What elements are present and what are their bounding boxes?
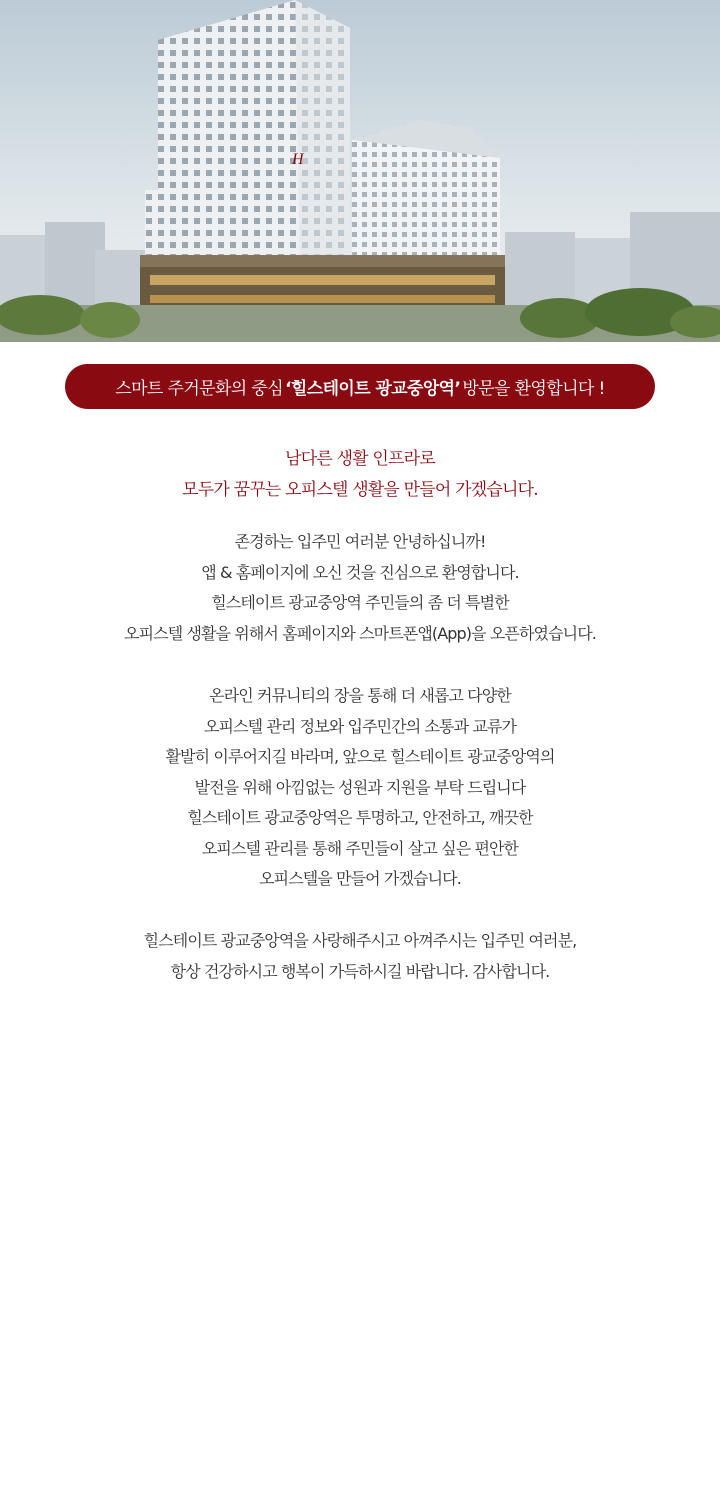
paragraph-line: 항상 건강하시고 행복이 가득하시길 바랍니다. 감사합니다. xyxy=(170,961,550,981)
paragraph-line: 앱 & 홈페이지에 오신 것을 진심으로 환영합니다. xyxy=(201,562,519,582)
community-paragraph xyxy=(0,681,720,895)
paragraph-line: 힐스테이트 광교중앙역 주민들의 좀 더 특별한 xyxy=(211,593,509,612)
greeting-paragraph xyxy=(0,527,720,649)
paragraph-line: 오피스텔 관리 정보와 입주민간의 소통과 교류가 xyxy=(203,716,517,736)
paragraph-line: 온라인 커뮤니티의 장을 통해 더 새롭고 다양한 xyxy=(209,686,511,705)
welcome-banner xyxy=(65,364,655,409)
headline-line: 남다른 생활 인프라로 xyxy=(285,449,435,469)
paragraph-line: 존경하는 입주민 여러분 안녕하십니까! xyxy=(234,532,486,551)
paragraph-line: 힐스테이트 광교중앙역을 사랑해주시고 아껴주시는 입주민 여러분, xyxy=(143,931,577,950)
banner-suffix: 방문을 환영합니다 ! xyxy=(462,379,605,399)
paragraph-line: 활발히 이루어지길 바라며, 앞으로 힐스테이트 광교중앙역의 xyxy=(165,747,555,766)
paragraph-line: 오피스텔 생활을 위해서 홈페이지와 스마트폰앱(App)을 오픈하였습니다. xyxy=(124,623,596,643)
banner-prefix: 스마트 주거문화의 중심 xyxy=(115,379,284,399)
paragraph-line: 힐스테이트 광교중앙역은 투명하고, 안전하고, 깨끗한 xyxy=(187,808,533,827)
building-logo: H xyxy=(292,151,304,168)
paragraph-line: 오피스텔을 만들어 가겠습니다. xyxy=(259,869,461,888)
building-illustration xyxy=(0,0,720,342)
headline xyxy=(0,444,720,506)
headline-line: 모두가 꿈꾸는 오피스텔 생활을 만들어 가겠습니다. xyxy=(182,480,538,500)
hero-building-image xyxy=(0,0,720,342)
paragraph-line: 오피스텔 관리를 통해 주민들이 살고 싶은 편안한 xyxy=(201,838,519,858)
closing-paragraph xyxy=(0,926,720,987)
banner-highlight: ‘힐스테이트 광교중앙역’ xyxy=(285,379,461,399)
paragraph-line: 발전을 위해 아낌없는 성원과 지원을 부탁 드립니다 xyxy=(194,777,526,797)
